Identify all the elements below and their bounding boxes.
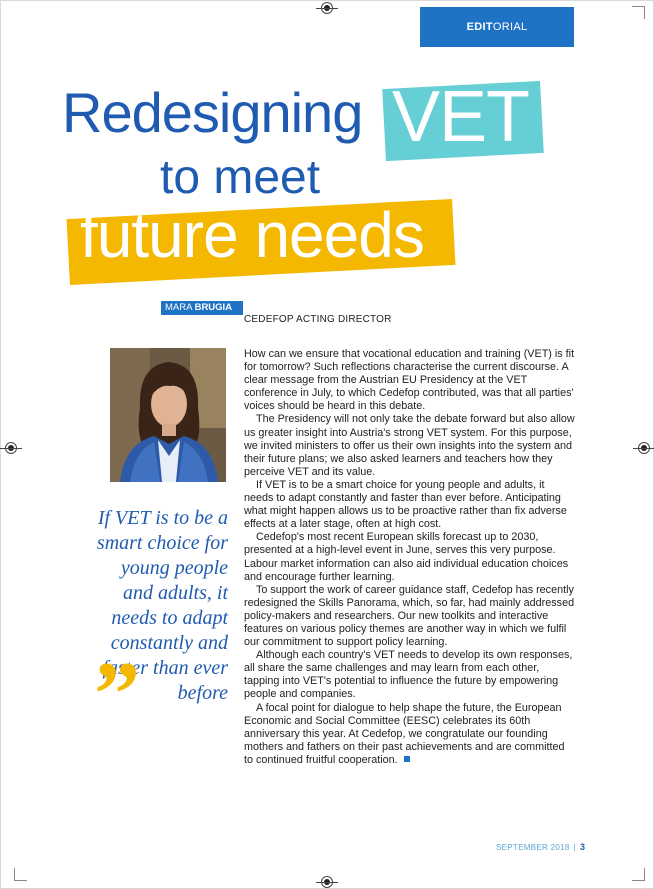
section-tab — [420, 7, 574, 47]
title-highlight-future: future needs — [80, 199, 424, 271]
author-photo — [110, 348, 226, 482]
section-tab-bold: EDIT — [466, 21, 493, 33]
body-paragraph-text: A focal point for dialogue to help shape the future, the European Economic and Social Committee (EESC) celebrates its 60th anniversary this year. At Cedefop, we congratulate our founding mothers and fathers on their past achievements and are committed to continued fruitful cooperation. — [244, 701, 565, 766]
crop-mark-bottom-left — [14, 868, 27, 881]
author-first-name: MARA — [165, 302, 192, 313]
page-footer — [496, 842, 585, 852]
registration-mark-right — [638, 442, 650, 454]
section-tab-rest: ORIAL — [492, 21, 528, 33]
pull-quote: If VET is to be a smart choice for young people and adults, it needs to adapt constantly and faster than ever before — [96, 507, 228, 704]
crop-mark-top-right — [632, 6, 645, 19]
article-body — [244, 348, 576, 767]
body-paragraph: To support the work of career guidance staff, Cedefop has recently redesigned the Skills Panorama, which, so far, had mainly addressed policy-makers and researchers. Our new toolkits and interactive features on various policy themes are another way in which we fulfil our commitment to support policy learning. — [244, 583, 575, 649]
body-paragraph: Although each country's VET needs to develop its own responses, all share the same challenges and may learn from each other, tapping into VET's potential to influence the future by empowering people and companies. — [244, 649, 573, 701]
body-paragraph: The Presidency will not only take the debate forward but also allow us greater insight into Austria's strong VET system. For this purpose, we invited ministers to offer us their own insights into the system and their future plans; we also asked learners and teachers how they perceive VET and its value. — [244, 413, 575, 478]
author-name — [161, 301, 243, 315]
body-paragraph: If VET is to be a smart choice for young people and adults, it needs to adapt constantly and faster than ever before. Anticipating what might happen allows us to be proactive rather than fix adverse effects at a later stage, often at high cost. — [244, 478, 567, 531]
registration-mark-top — [321, 2, 333, 14]
crop-mark-bottom-right — [632, 868, 645, 881]
end-of-article-mark — [404, 756, 410, 762]
title-highlight-vet: VET — [392, 77, 530, 157]
body-paragraph-last — [244, 702, 576, 767]
title-line-2: to meet — [160, 151, 321, 204]
title-line-1: Redesigning — [62, 81, 363, 144]
issue-date: SEPTEMBER 2018 — [496, 843, 570, 852]
author-last-name: BRUGIA — [194, 302, 233, 313]
body-paragraph: How can we ensure that vocational education and training (VET) is fit for tomorrow? Such reflections characterise the current discourse. A clear message from the Austrian EU Presidency at the VET conference in July, to which Cedefop contributed, was that all parties' voices should be heard in this debate. — [244, 348, 575, 413]
body-paragraph: Cedefop's most recent European skills forecast up to 2030, presented at a high-level event in June, serves this very purpose. Labour market information can also aid individual education choices and encourage further learning. — [244, 531, 569, 583]
portrait-illustration — [110, 348, 226, 482]
quote-mark: ” — [94, 643, 140, 745]
registration-mark-bottom — [321, 876, 333, 888]
registration-mark-left — [5, 442, 17, 454]
page-number: 3 — [579, 842, 586, 852]
author-role: CEDEFOP ACTING DIRECTOR — [244, 314, 392, 325]
footer-separator: | — [573, 843, 576, 852]
